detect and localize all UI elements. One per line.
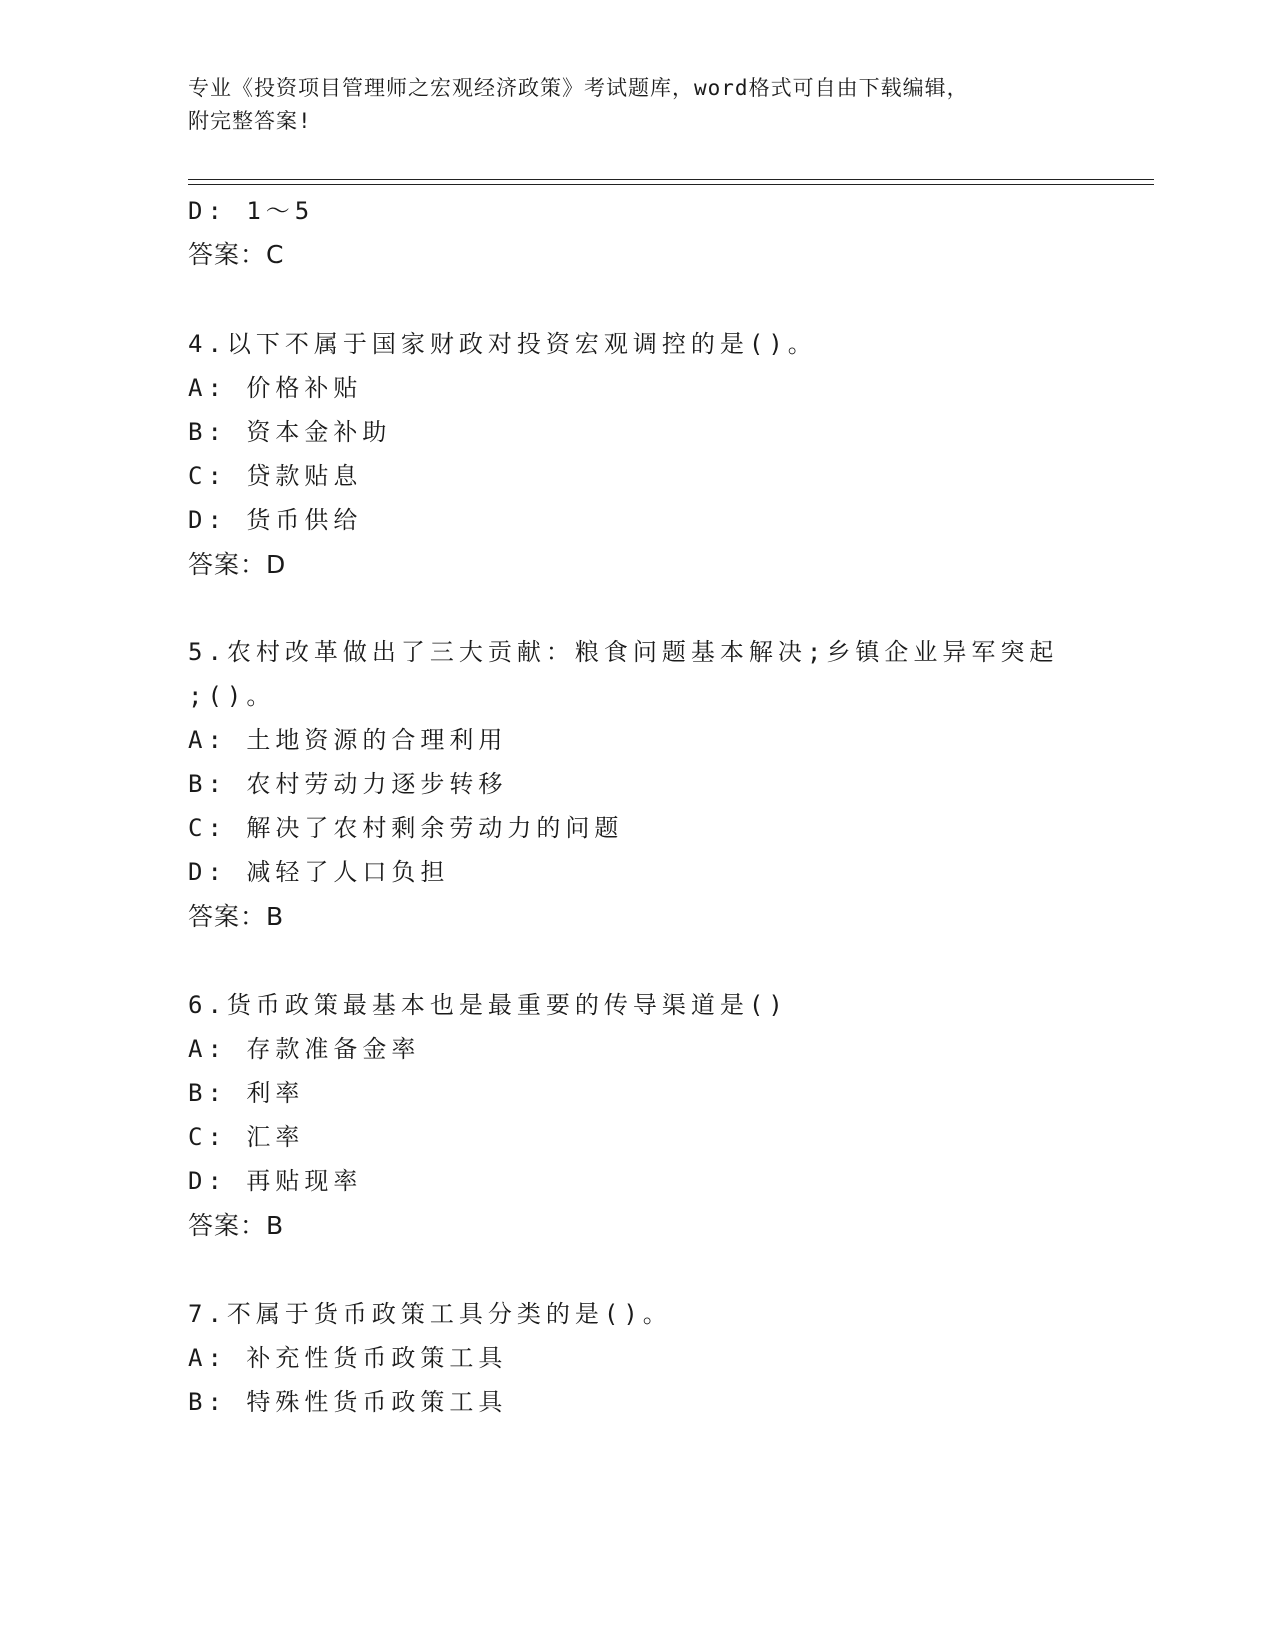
header-line-2: 附完整答案! — [188, 109, 312, 133]
q5-option-c: C: 解决了农村剩余劳动力的问题 — [188, 814, 624, 842]
q4-answer: 答案：D — [188, 550, 287, 579]
q6-option-c: C: 汇率 — [188, 1123, 305, 1151]
header-divider-bottom — [188, 184, 1154, 185]
q4-option-a: A: 价格补贴 — [188, 374, 363, 402]
q5-option-d: D: 减轻了人口负担 — [188, 858, 450, 886]
q4-stem: 4.以下不属于国家财政对投资宏观调控的是()。 — [188, 330, 817, 358]
q6-option-b: B: 利率 — [188, 1079, 305, 1107]
q5-option-a: A: 土地资源的合理利用 — [188, 726, 508, 754]
q7-stem: 7.不属于货币政策工具分类的是()。 — [188, 1300, 672, 1328]
q7-option-b: B: 特殊性货币政策工具 — [188, 1388, 508, 1416]
document-header — [188, 72, 1088, 138]
q5-answer: 答案：B — [188, 902, 285, 931]
q5-stem-line-2: ;()。 — [188, 682, 276, 710]
q6-answer: 答案：B — [188, 1211, 285, 1240]
q6-stem: 6.货币政策最基本也是最重要的传导渠道是() — [188, 991, 788, 1019]
q3-answer: 答案：C — [188, 240, 285, 269]
q4-option-c: C: 贷款贴息 — [188, 462, 363, 490]
q6-option-d: D: 再贴现率 — [188, 1167, 363, 1195]
header-divider-top — [188, 179, 1154, 180]
q5-option-b: B: 农村劳动力逐步转移 — [188, 770, 508, 798]
q6-option-a: A: 存款准备金率 — [188, 1035, 421, 1063]
q5-stem-line-1: 5.农村改革做出了三大贡献：粮食问题基本解决;乡镇企业异军突起 — [188, 638, 1059, 666]
q7-option-a: A: 补充性货币政策工具 — [188, 1344, 508, 1372]
q4-option-d: D: 货币供给 — [188, 506, 363, 534]
header-line-1: 专业《投资项目管理师之宏观经济政策》考试题库，word格式可自由下载编辑， — [188, 76, 969, 100]
q3-option-d: D: 1～5 — [188, 197, 315, 225]
q4-option-b: B: 资本金补助 — [188, 418, 392, 446]
